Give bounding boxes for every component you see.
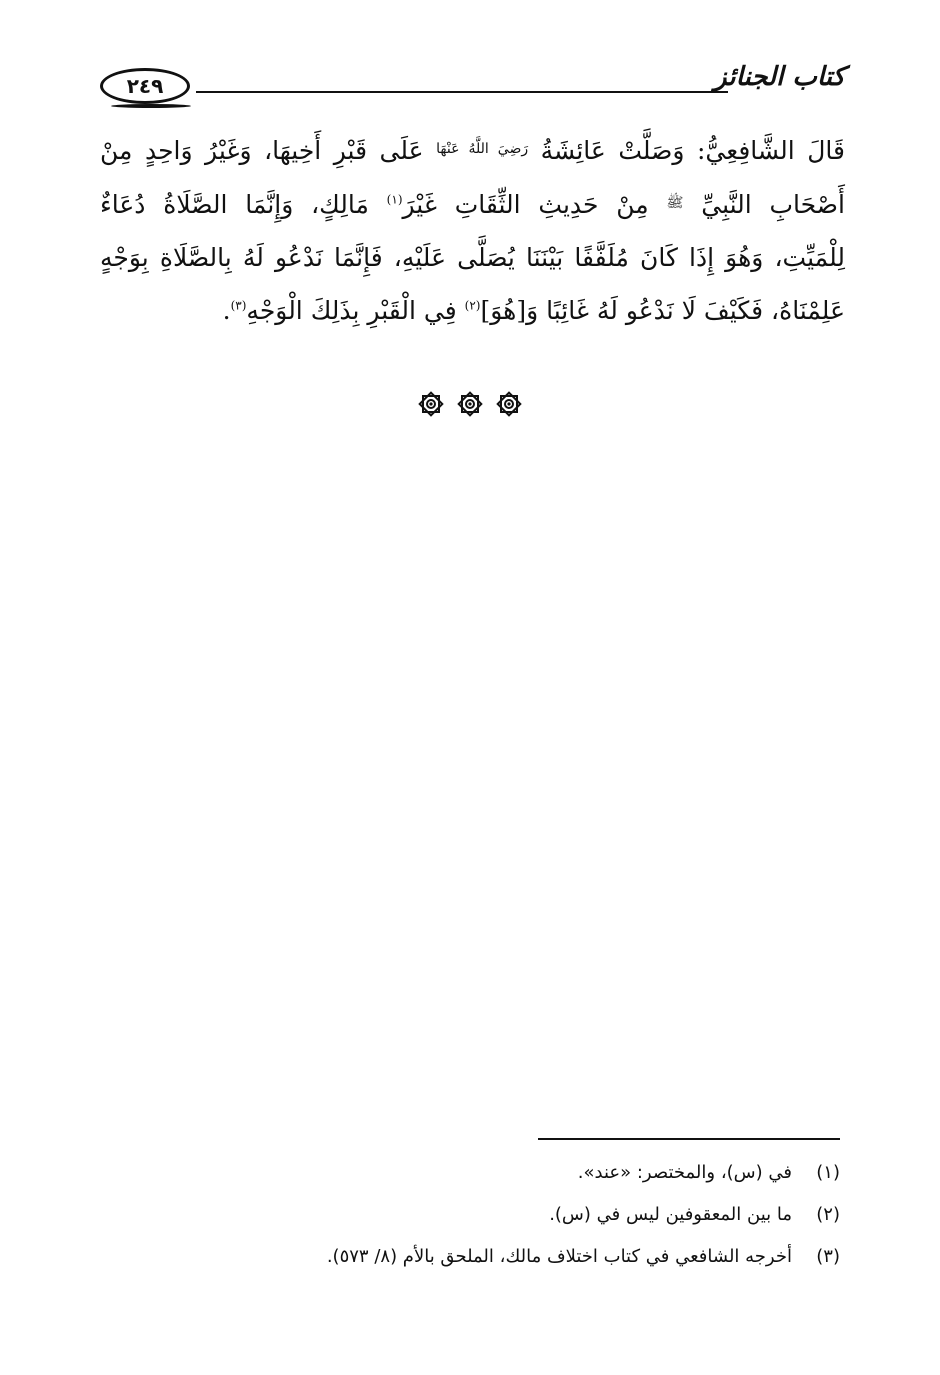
body-line-4 [100, 284, 845, 337]
footnote-1 [100, 1162, 840, 1204]
footnote-ref-1[interactable]: (١) [386, 192, 403, 207]
honorific-glyph: ﷺ [666, 195, 684, 211]
body-line-2 [100, 177, 845, 231]
footnote-number: (١) [816, 1162, 840, 1183]
footnote-ref-3[interactable]: (٣) [230, 298, 247, 313]
octagram-flower-icon [496, 391, 522, 417]
body-line-1-part-b: عَلَى قَبْرِ أَخِيهَا، وَغَيْرُ وَاحِدٍ مِنْ [100, 136, 424, 165]
footnote-text: أخرجه الشافعي في كتاب اختلاف مالك، الملحق بالأم (٨/ ٥٧٣). [326, 1246, 792, 1267]
body-line-1 [100, 123, 845, 177]
header-rule [196, 91, 728, 93]
page-number: ٢٤٩ [100, 68, 190, 104]
octagram-flower-icon [418, 391, 444, 417]
body-line-4-end: . [222, 296, 231, 325]
body-line-2-part-c: مَالِكٍ، وَإِنَّمَا الصَّلَاةُ دُعَاءٌ [100, 190, 369, 219]
footnote-text: ما بين المعقوفين ليس في (س). [549, 1204, 792, 1225]
running-title: كتاب الجنائز [714, 62, 845, 92]
body-line-1-part-a: قَالَ الشَّافِعِيُّ: وَصَلَّتْ عَائِشَةُ [540, 136, 846, 165]
body-line-2-part-b: مِنْ حَدِيثِ الثِّقَاتِ غَيْرَ [402, 190, 649, 219]
page-header [100, 62, 845, 112]
octagram-flower-icon [457, 391, 483, 417]
footnote-2 [100, 1204, 840, 1246]
footnote-3 [100, 1246, 840, 1288]
section-ornament [0, 391, 940, 421]
body-line-3: لِلْمَيِّتِ، وَهُوَ إِذَا كَانَ مُلَفَّفًا بَيْنَنَا يُصَلَّى عَلَيْهِ، فَإِنَّمَا نَدْعُو لَهُ بِالصَّلَاةِ بِوَجْهٍ [100, 243, 845, 272]
body-text [100, 123, 845, 337]
footnote-number: (٣) [816, 1246, 840, 1267]
body-line-4-part-a: عَلِمْنَاهُ، فَكَيْفَ لَا نَدْعُو لَهُ غَائِبًا وَ[هُوَ] [480, 296, 845, 325]
footnote-ref-2[interactable]: (٢) [464, 298, 481, 313]
footnotes [100, 1162, 840, 1288]
footnote-text: في (س)، والمختصر: «عند». [577, 1162, 792, 1183]
body-line-2-part-a: أَصْحَابِ النَّبِيِّ [701, 190, 845, 219]
honorific-glyph: رَضِيَ اللَّهُ عَنْهَا [436, 141, 529, 157]
body-line-4-part-b: فِي الْقَبْرِ بِذَلِكَ الْوَجْهِ [246, 296, 457, 325]
footnote-number: (٢) [816, 1204, 840, 1225]
footnote-separator [538, 1138, 840, 1140]
